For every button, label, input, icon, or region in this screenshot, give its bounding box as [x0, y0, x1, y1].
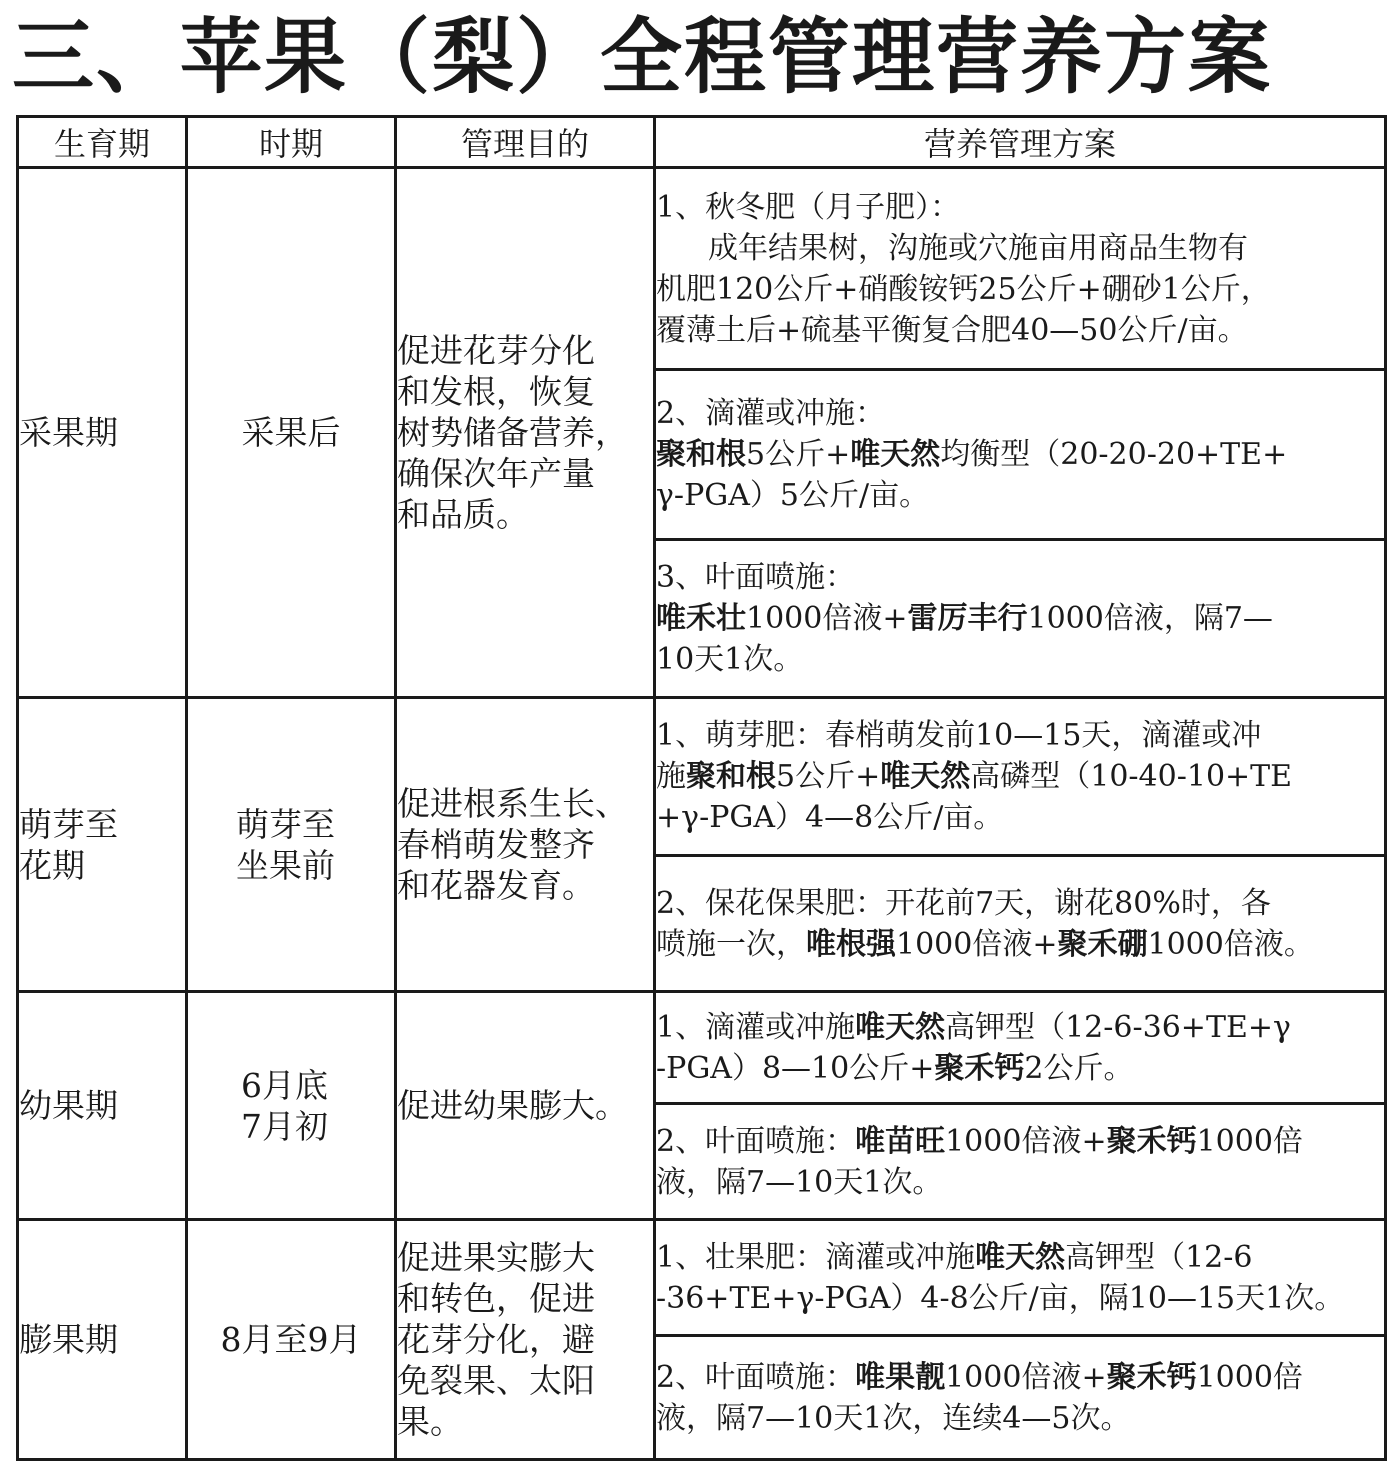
- stage-cell: [18, 1220, 187, 1460]
- plan-line: 1、萌芽肥：春梢萌发前10—15天，滴灌或冲: [656, 718, 1262, 753]
- plan-line: 机肥120公斤+硝酸铵钙25公斤+硼砂1公斤，: [656, 271, 1271, 307]
- plan-cell: [655, 1336, 1386, 1460]
- brand-name: 聚和根: [656, 437, 746, 472]
- nutrition-plan-table: [16, 115, 1387, 1461]
- table-row: [18, 698, 1386, 856]
- purpose-line: 促进幼果膨大。: [397, 1086, 628, 1125]
- purpose-line: 和发根，恢复: [397, 372, 595, 411]
- plan-line: 2、滴灌或冲施：: [656, 396, 886, 431]
- brand-name: 唯天然: [880, 759, 971, 794]
- purpose-line: 果。: [397, 1402, 463, 1441]
- header-period: 时期: [187, 117, 396, 168]
- plan-cell: [655, 1220, 1386, 1336]
- period-cell: [187, 168, 396, 698]
- header-stage: 生育期: [18, 117, 187, 168]
- header-plan: 营养管理方案: [655, 117, 1386, 168]
- purpose-cell: [396, 1220, 655, 1460]
- plan-cell: [655, 856, 1386, 992]
- table-header-row: [18, 117, 1386, 168]
- plan-line: γ-PGA）5公斤/亩。: [656, 478, 930, 513]
- plan-line: 2、叶面喷施：唯苗旺1000倍液+聚禾钙1000倍: [656, 1123, 1303, 1159]
- period-text: 萌芽至坐果前: [236, 804, 335, 885]
- stage-text: 膨果期: [19, 1320, 118, 1359]
- brand-name: 唯禾壮: [656, 601, 746, 636]
- plan-cell: [655, 698, 1386, 856]
- page-title: 三、苹果（梨）全程管理营养方案: [12, 10, 1273, 105]
- table-row: [18, 168, 1386, 370]
- brand-name: 聚禾钙: [1106, 1123, 1197, 1159]
- brand-name: 聚禾硼: [1057, 926, 1148, 962]
- purpose-line: 免裂果、太阳: [397, 1361, 595, 1400]
- plan-line: 2、保花保果肥：开花前7天，谢花80%时，各: [656, 885, 1271, 921]
- plan-line: 1、壮果肥：滴灌或冲施唯天然高钾型（12-6: [656, 1239, 1253, 1275]
- period-text: 采果后: [241, 413, 341, 452]
- brand-name: 唯天然: [855, 1009, 946, 1045]
- plan-line: 喷施一次，唯根强1000倍液+聚禾硼1000倍液。: [656, 926, 1314, 962]
- brand-name: 聚禾钙: [934, 1050, 1025, 1086]
- purpose-line: 和品质。: [397, 495, 529, 534]
- brand-name: 唯天然: [975, 1239, 1066, 1275]
- brand-name: 雷厉丰行: [907, 601, 1028, 636]
- plan-line: 液，隔7—10天1次。: [656, 1164, 943, 1200]
- purpose-cell: [396, 168, 655, 698]
- period-cell: [187, 698, 396, 992]
- brand-name: 聚和根: [686, 759, 776, 794]
- purpose-line: 确保次年产量: [397, 454, 595, 493]
- plan-cell: [655, 370, 1386, 540]
- plan-cell: [655, 992, 1386, 1104]
- plan-line: 液，隔7—10天1次，连续4—5次。: [656, 1400, 1131, 1436]
- plan-line: 2、叶面喷施：唯果靓1000倍液+聚禾钙1000倍: [656, 1359, 1303, 1395]
- plan-cell: [655, 1104, 1386, 1220]
- plan-line: 1、秋冬肥（月子肥）：: [656, 189, 961, 225]
- header-purpose: 管理目的: [396, 117, 655, 168]
- plan-line: -PGA）8—10公斤+聚禾钙2公斤。: [656, 1050, 1134, 1086]
- plan-line: -36+TE+γ-PGA）4-8公斤/亩，隔10—15天1次。: [656, 1280, 1345, 1316]
- plan-cell: [655, 168, 1386, 370]
- purpose-line: 树势储备营养，: [397, 413, 628, 452]
- purpose-line: 和花器发育。: [397, 866, 595, 905]
- period-text: 8月至9月: [220, 1320, 362, 1359]
- stage-text: 幼果期: [19, 1086, 118, 1125]
- brand-name: 聚禾钙: [1106, 1359, 1197, 1395]
- plan-line: 聚和根5公斤+唯天然均衡型（20-20-20+TE+: [656, 437, 1288, 472]
- purpose-cell: [396, 992, 655, 1220]
- purpose-line: 春梢萌发整齐: [397, 825, 595, 864]
- plan-line: [656, 228, 1384, 269]
- plan-line: 10天1次。: [656, 642, 804, 677]
- plan-line: 施聚和根5公斤+唯天然高磷型（10-40-10+TE: [656, 759, 1293, 794]
- plan-line: 覆薄土后+硫基平衡复合肥40—50公斤/亩。: [656, 312, 1248, 348]
- table-row: [18, 992, 1386, 1104]
- stage-cell: [18, 992, 187, 1220]
- purpose-line: 促进根系生长、: [397, 784, 628, 823]
- plan-line: +γ-PGA）4—8公斤/亩。: [656, 800, 1004, 835]
- purpose-line: 花芽分化，避: [397, 1320, 595, 1359]
- purpose-line: 促进果实膨大: [397, 1238, 595, 1277]
- stage-cell: [18, 168, 187, 698]
- plan-line: 1、滴灌或冲施唯天然高钾型（12-6-36+TE+γ: [656, 1009, 1291, 1045]
- plan-line-text: 成年结果树，沟施或穴施亩用商品生物有: [708, 230, 1248, 266]
- stage-text: 采果期: [19, 413, 118, 452]
- purpose-line: 促进花芽分化: [397, 331, 595, 370]
- plan-cell: [655, 540, 1386, 698]
- plan-line: 3、叶面喷施：: [656, 560, 856, 595]
- period-cell: [187, 992, 396, 1220]
- brand-name: 唯果靓: [855, 1359, 946, 1395]
- brand-name: 唯苗旺: [855, 1123, 946, 1159]
- purpose-line: 和转色，促进: [397, 1279, 595, 1318]
- purpose-cell: [396, 698, 655, 992]
- period-cell: [187, 1220, 396, 1460]
- stage-cell: [18, 698, 187, 992]
- brand-name: 唯根强: [806, 926, 896, 962]
- period-text: 6月底 7月初: [241, 1065, 328, 1146]
- table-row: [18, 1220, 1386, 1336]
- stage-text: 萌芽至花期: [19, 804, 118, 885]
- brand-name: 唯天然: [850, 437, 941, 472]
- plan-line: 唯禾壮1000倍液+雷厉丰行1000倍液，隔7—: [656, 601, 1273, 636]
